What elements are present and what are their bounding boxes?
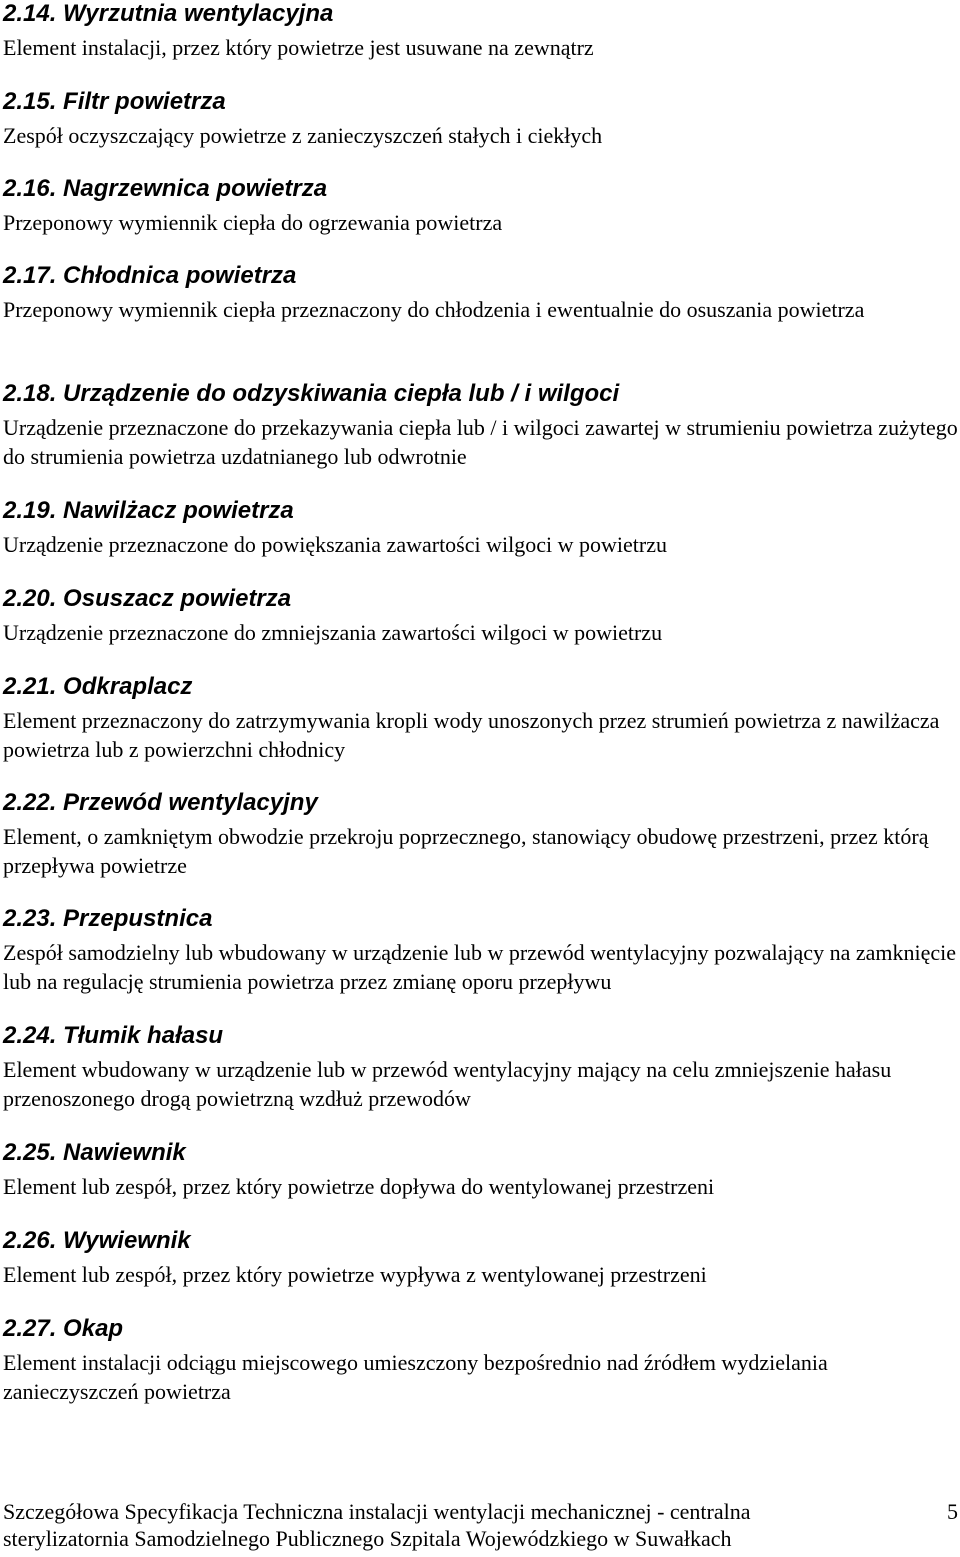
footer-line-1: Szczegółowa Specyfikacja Techniczna instalacji wentylacji mechanicznej - centralna xyxy=(3,1499,751,1524)
page-number: 5 xyxy=(947,1499,958,1524)
definition-heading: 2.22. Przewód wentylacyjny xyxy=(3,789,318,816)
page-footer xyxy=(3,1498,958,1552)
definition-heading: 2.21. Odkraplacz xyxy=(3,673,193,700)
definition-entry xyxy=(3,88,602,150)
definition-text: Urządzenie przeznaczone do zmniejszania zawartości wilgoci w powietrzu xyxy=(3,620,663,645)
definition-heading: 2.26. Wywiewnik xyxy=(3,1227,191,1254)
definition-heading: 2.17. Chłodnica powietrza xyxy=(3,262,297,289)
definition-entry xyxy=(3,175,502,237)
footer-line-2: sterylizatornia Samodzielnego Publicznego Szpitala Wojewódzkiego w Suwałkach xyxy=(3,1526,732,1551)
definition-text: Element instalacji odciągu miejscowego umieszczony bezpośrednio nad źródłem wydzielania zanieczyszczeń powietrza xyxy=(3,1350,828,1404)
definition-text: Element lub zespół, przez który powietrze wypływa z wentylowanej przestrzeni xyxy=(3,1262,707,1287)
definition-entry xyxy=(3,0,594,62)
definition-entry xyxy=(3,1227,707,1289)
definition-heading: 2.20. Osuszacz powietrza xyxy=(3,585,292,612)
definition-heading: 2.14. Wyrzutnia wentylacyjna xyxy=(3,0,334,27)
definition-heading: 2.24. Tłumik hałasu xyxy=(3,1022,224,1049)
definition-entry xyxy=(3,905,958,996)
definition-entry xyxy=(3,789,958,880)
definition-heading: 2.19. Nawilżacz powietrza xyxy=(3,497,294,524)
definition-entry xyxy=(3,1315,958,1406)
definition-text: Zespół samodzielny lub wbudowany w urządzenie lub w przewód wentylacyjny pozwalający na zamknięcie lub na regulację strumienia powietrza przez zmianę oporu przepływu xyxy=(3,940,956,994)
definition-entry xyxy=(3,262,958,324)
definition-heading: 2.16. Nagrzewnica powietrza xyxy=(3,175,328,202)
definition-entry xyxy=(3,585,662,647)
definition-heading: 2.25. Nawiewnik xyxy=(3,1139,186,1166)
definition-heading: 2.27. Okap xyxy=(3,1315,124,1342)
definition-text: Element lub zespół, przez który powietrze dopływa do wentylowanej przestrzeni xyxy=(3,1174,715,1199)
definition-text: Element, o zamkniętym obwodzie przekroju poprzecznego, stanowiący obudowę przestrzeni, przez którą przepływa powietrze xyxy=(3,824,929,878)
definition-entry xyxy=(3,1139,714,1201)
definition-text: Przeponowy wymiennik ciepła do ogrzewania powietrza xyxy=(3,210,503,235)
definition-heading: 2.23. Przepustnica xyxy=(3,905,213,932)
definition-text: Element instalacji, przez który powietrze jest usuwane na zewnątrz xyxy=(3,35,594,60)
definition-entry xyxy=(3,380,958,471)
definition-text: Zespół oczyszczający powietrze z zanieczyszczeń stałych i ciekłych xyxy=(3,123,603,148)
definition-heading: 2.15. Filtr powietrza xyxy=(3,88,226,115)
definition-heading: 2.18. Urządzenie do odzyskiwania ciepła lub / i wilgoci xyxy=(3,380,620,407)
definition-text: Urządzenie przeznaczone do powiększania zawartości wilgoci w powietrzu xyxy=(3,532,667,557)
definition-entry xyxy=(3,1022,958,1113)
definition-text: Przeponowy wymiennik ciepła przeznaczony do chłodzenia i ewentualnie do osuszania powietrza xyxy=(3,297,865,322)
definition-text: Element wbudowany w urządzenie lub w przewód wentylacyjny mający na celu zmniejszenie hałasu przenoszonego drogą powietrzną wzdłuż przewodów xyxy=(3,1057,892,1111)
definition-text: Element przeznaczony do zatrzymywania kropli wody unoszonych przez strumień powietrza z nawilżacza powietrza lub z powierzchni chłodnicy xyxy=(3,708,940,762)
definition-entry xyxy=(3,497,667,559)
definition-text: Urządzenie przeznaczone do przekazywania ciepła lub / i wilgoci zawartej w strumieniu powietrza zużytego do strumienia powietrza uzdatnianego lub odwrotnie xyxy=(3,415,958,469)
definition-entry xyxy=(3,673,958,764)
